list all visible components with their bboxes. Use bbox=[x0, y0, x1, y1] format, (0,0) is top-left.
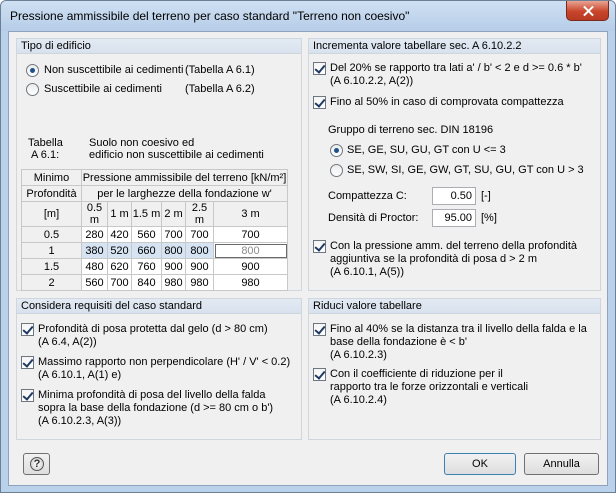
table-desc-line1: Suolo non coesivo ed bbox=[89, 137, 195, 149]
radio-non-suscettibile[interactable] bbox=[26, 64, 39, 77]
radio-suscettibile[interactable] bbox=[26, 83, 39, 96]
checkbox-gelo[interactable] bbox=[21, 323, 34, 336]
riduci-40-line2: base della fondazione è < b' bbox=[330, 336, 467, 348]
checkbox-rapporto[interactable] bbox=[21, 356, 34, 369]
riduci-title: Riduci valore tabellare bbox=[309, 299, 600, 314]
compattezza-label: Compattezza C: bbox=[328, 190, 407, 202]
profondita-aggiuntiva-line1[interactable]: Con la pressione amm. del terreno della profondità bbox=[330, 240, 578, 252]
densita-unit: [%] bbox=[481, 212, 497, 224]
table-row bbox=[22, 275, 288, 291]
header-width: 2 m bbox=[162, 202, 186, 227]
table-row bbox=[22, 243, 288, 259]
gelo-line1[interactable]: Profondità di posa protetta dal gelo (d > 80 cm) bbox=[38, 323, 268, 335]
coefficiente-line1[interactable]: Con il coefficiente di riduzione per il bbox=[330, 368, 503, 380]
header-width: 1.5 m bbox=[132, 202, 162, 227]
header-profondita: Profondità bbox=[22, 186, 82, 202]
value-cell[interactable]: 560 bbox=[132, 227, 162, 243]
header-minimo: Minimo bbox=[22, 170, 82, 186]
depth-cell: 1 bbox=[22, 243, 82, 259]
value-cell-selected[interactable]: 800 bbox=[214, 243, 288, 259]
header-width: 2.5 m bbox=[186, 202, 214, 227]
header-pressione: Pressione ammissibile del terreno [kN/m²] bbox=[82, 171, 287, 184]
radio-gruppo-u3-label[interactable]: SE, GE, SU, GU, GT con U <= 3 bbox=[347, 144, 506, 156]
dialog-body bbox=[8, 31, 608, 486]
value-cell[interactable]: 620 bbox=[108, 259, 132, 275]
value-cell[interactable]: 480 bbox=[82, 259, 108, 275]
depth-cell: 0.5 bbox=[22, 227, 82, 243]
depth-cell: 1.5 bbox=[22, 259, 82, 275]
incremento-20-line2: (A 6.10.2.2, A(2)) bbox=[330, 75, 414, 87]
value-cell[interactable]: 980 bbox=[214, 275, 288, 291]
value-cell[interactable]: 380 bbox=[82, 243, 108, 259]
value-cell[interactable]: 900 bbox=[214, 259, 288, 275]
value-cell[interactable]: 800 bbox=[186, 243, 214, 259]
checkbox-falda[interactable] bbox=[21, 389, 34, 402]
value-cell[interactable]: 700 bbox=[108, 275, 132, 291]
header-larghezze: per le larghezze della fondazione w' bbox=[82, 186, 288, 202]
compattezza-input[interactable]: 0.50 bbox=[432, 187, 476, 205]
value-cell[interactable]: 980 bbox=[162, 275, 186, 291]
riduci-group bbox=[308, 298, 601, 440]
riduci-40-line1[interactable]: Fino al 40% se la distanza tra il livello della falda e la bbox=[330, 323, 587, 335]
riduci-40-line3: (A 6.10.2.3) bbox=[330, 349, 387, 361]
profondita-aggiuntiva-line3: (A 6.10.1, A(5)) bbox=[330, 266, 404, 278]
gruppo-terreno-label: Gruppo di terreno sec. DIN 18196 bbox=[328, 124, 494, 136]
table-desc-line2: edificio non suscettibile ai cedimenti bbox=[89, 149, 264, 161]
tipo-edificio-title: Tipo di edificio bbox=[17, 39, 301, 54]
help-icon: ? bbox=[30, 457, 44, 471]
checkbox-incremento-50[interactable] bbox=[313, 96, 326, 109]
profondita-aggiuntiva-line2: aggiuntiva se la profondità di posa d > 2 m bbox=[330, 253, 537, 265]
title-bar bbox=[1, 1, 615, 31]
header-width: 1 m bbox=[108, 202, 132, 227]
checkbox-profondita-aggiuntiva[interactable] bbox=[313, 240, 326, 253]
checkbox-riduci-40[interactable] bbox=[313, 323, 326, 336]
header-width: 0.5 m bbox=[82, 202, 108, 227]
radio-gruppo-u-gt3-label[interactable]: SE, SW, SI, GE, GW, GT, SU, GU, GT con U > 3 bbox=[347, 164, 584, 176]
value-cell[interactable]: 520 bbox=[108, 243, 132, 259]
value-cell[interactable]: 280 bbox=[82, 227, 108, 243]
pressure-table bbox=[21, 169, 288, 291]
falda-line2: sopra la base della fondazione (d >= 80 cm o b') bbox=[38, 402, 274, 414]
densita-input[interactable]: 95.00 bbox=[432, 209, 476, 227]
value-cell[interactable]: 900 bbox=[162, 259, 186, 275]
falda-line1[interactable]: Minima profondità di posa del livello della falda bbox=[38, 389, 266, 401]
value-cell[interactable]: 800 bbox=[162, 243, 186, 259]
gelo-line2: (A 6.4, A(2)) bbox=[38, 336, 97, 348]
value-cell[interactable]: 980 bbox=[186, 275, 214, 291]
rapporto-line1[interactable]: Massimo rapporto non perpendicolare (H' / V' < 0.2) bbox=[38, 356, 291, 368]
incrementa-title: Incrementa valore tabellare sec. A 6.10.2.2 bbox=[309, 39, 600, 54]
densita-label: Densità di Proctor: bbox=[328, 212, 419, 224]
tipo-edificio-group bbox=[16, 38, 302, 291]
incrementa-group bbox=[308, 38, 601, 291]
cancel-button[interactable]: Annulla bbox=[524, 453, 599, 475]
table-row bbox=[22, 259, 288, 275]
compattezza-unit: [-] bbox=[481, 190, 491, 202]
depth-cell: 2 bbox=[22, 275, 82, 291]
value-cell[interactable]: 840 bbox=[132, 275, 162, 291]
value-cell[interactable]: 660 bbox=[132, 243, 162, 259]
radio-suscettibile-label[interactable]: Suscettibile ai cedimenti bbox=[44, 83, 163, 95]
value-cell[interactable]: 700 bbox=[162, 227, 186, 243]
rapporto-line2: (A 6.10.1, A(1) e) bbox=[38, 369, 122, 381]
radio-non-suscettibile-ref: (Tabella A 6.1) bbox=[185, 64, 255, 76]
value-cell[interactable]: 700 bbox=[186, 227, 214, 243]
header-unit-m: [m] bbox=[22, 202, 82, 227]
window-title: Pressione ammissibile del terreno per caso standard "Terreno non coesivo" bbox=[10, 9, 410, 23]
radio-gruppo-u3[interactable] bbox=[330, 144, 343, 157]
considera-group bbox=[16, 298, 302, 440]
close-button[interactable] bbox=[566, 1, 609, 21]
table-label-line1: Tabella bbox=[28, 137, 63, 149]
checkbox-coefficiente[interactable] bbox=[313, 368, 326, 381]
table-label-line2: A 6.1: bbox=[31, 149, 60, 161]
value-cell[interactable]: 420 bbox=[108, 227, 132, 243]
help-button[interactable] bbox=[23, 453, 50, 475]
coefficiente-line2: rapporto tra le forze orizzontali e verticali bbox=[330, 381, 529, 393]
radio-non-suscettibile-label[interactable]: Non suscettibile ai cedimenti bbox=[44, 64, 184, 76]
header-width: 3 m bbox=[214, 202, 288, 227]
incremento-50-label[interactable]: Fino al 50% in caso di comprovata compattezza bbox=[330, 96, 564, 108]
table-row bbox=[22, 227, 288, 243]
considera-title: Considera requisiti del caso standard bbox=[17, 299, 301, 314]
value-cell[interactable]: 900 bbox=[186, 259, 214, 275]
radio-suscettibile-ref: (Tabella A 6.2) bbox=[185, 83, 255, 95]
coefficiente-line3: (A 6.10.2.4) bbox=[330, 394, 387, 406]
checkbox-incremento-20[interactable] bbox=[313, 62, 326, 75]
ok-button[interactable]: OK bbox=[444, 453, 516, 475]
incremento-20-line1[interactable]: Del 20% se rapporto tra lati a' / b' < 2 e d >= 0.6 * b' bbox=[330, 62, 582, 74]
radio-gruppo-u-gt3[interactable] bbox=[330, 164, 343, 177]
falda-line3: (A 6.10.2.3, A(3)) bbox=[38, 415, 122, 427]
value-cell[interactable]: 760 bbox=[132, 259, 162, 275]
value-cell[interactable]: 700 bbox=[214, 227, 288, 243]
value-cell[interactable]: 560 bbox=[82, 275, 108, 291]
